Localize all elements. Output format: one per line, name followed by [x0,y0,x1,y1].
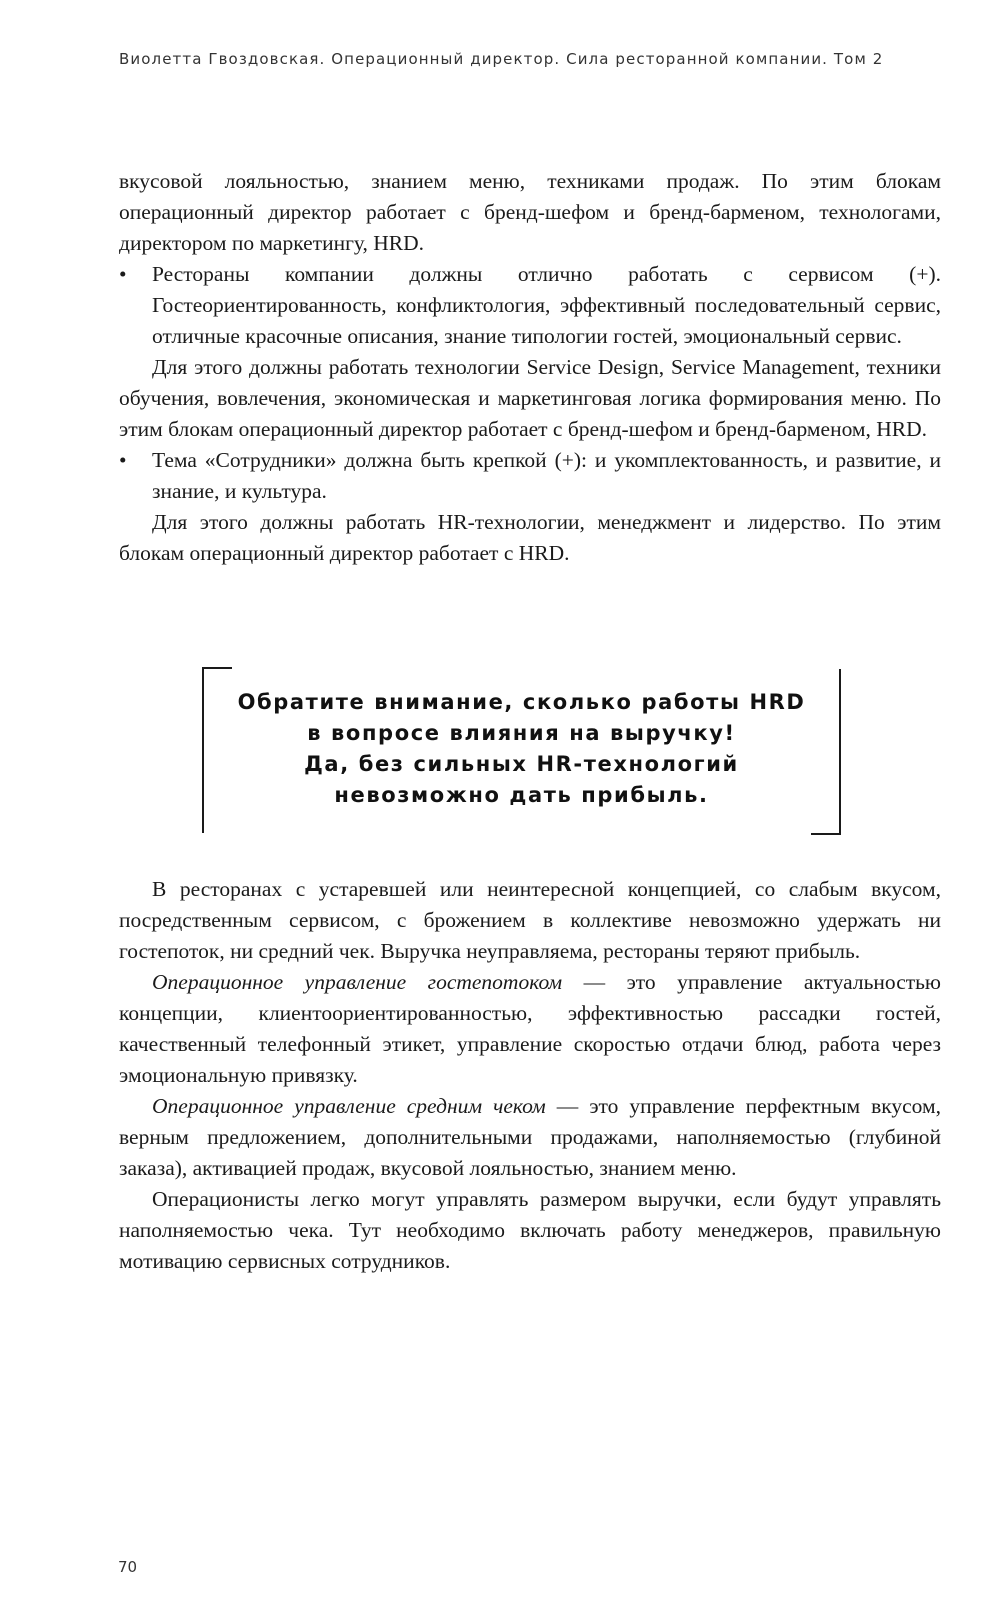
paragraph: Для этого должны работать технологии Service Design, Service Management, техники обучения, вовлечения, экономическая и маркетинговая логика формирования меню. По этим блокам операционный директор работает с бренд-шефом и бренд-барменом, HRD. [119,355,941,441]
paragraph-average-check [119,1091,941,1184]
term: Операционное управление гостепотоком [152,970,563,994]
bullet-icon: • [119,262,127,286]
bullet-item-service [119,259,941,352]
body-text-lower [119,874,941,1277]
callout-line: в вопросе влияния на выручку! [307,721,736,745]
callout-line: невозможно дать прибыль. [334,783,709,807]
bullet-text: Рестораны компании должны отлично работать с сервисом (+). Гостеориентированность, конфликтология, эффективный последовательный сервис, отличные красочные описания, знание типологии гостей, эмоциональный сервис. [152,262,941,348]
bullet-item-staff [119,445,941,507]
paragraph-guestflow [119,967,941,1091]
callout-text [202,687,841,811]
definition: — это управление актуальностью концепции, клиентоориентированностью, эффективностью рассадки гостей, качественный телефонный этикет, управление скоростью отдачи блюд, работа через эмоциональную привязку. [119,970,941,1087]
page-number: 70 [118,1558,138,1576]
body-text-upper [119,166,941,569]
paragraph: Для этого должны работать HR-технологии, менеджмент и лидерство. По этим блокам операционный директор работает с HRD. [119,510,941,565]
running-head: Виолетта Гвоздовская. Операционный директор. Сила ресторанной компании. Том 2 [119,50,884,68]
callout-line: Обратите внимание, сколько работы HRD [237,690,806,714]
definition: — это управление перфектным вкусом, верным предложением, дополнительными продажами, наполняемостью (глубиной заказа), активацией продаж, вкусовой лояльностью, знанием меню. [119,1094,941,1180]
bullet-icon: • [119,448,127,472]
term: Операционное управление средним чеком [152,1094,546,1118]
bullet-text: Тема «Сотрудники» должна быть крепкой (+): и укомплектованность, и развитие, и знание, и культура. [152,448,941,503]
paragraph: Операционисты легко могут управлять размером выручки, если будут управлять наполняемостью чека. Тут необходимо включать работу менеджеров, правильную мотивацию сервисных сотрудников. [119,1187,941,1273]
callout-box [202,667,841,833]
paragraph: вкусовой лояльностью, знанием меню, техниками продаж. По этим блокам операционный директор работает с бренд-шефом и бренд-барменом, технологами, директором по маркетингу, HRD. [119,169,941,255]
callout-line: Да, без сильных HR-технологий [304,752,739,776]
paragraph: В ресторанах с устаревшей или неинтересной концепцией, со слабым вкусом, посредственным сервисом, с брожением в коллективе невозможно удержать ни гостепоток, ни средний чек. Выручка неуправляема, рестораны теряют прибыль. [119,877,941,963]
